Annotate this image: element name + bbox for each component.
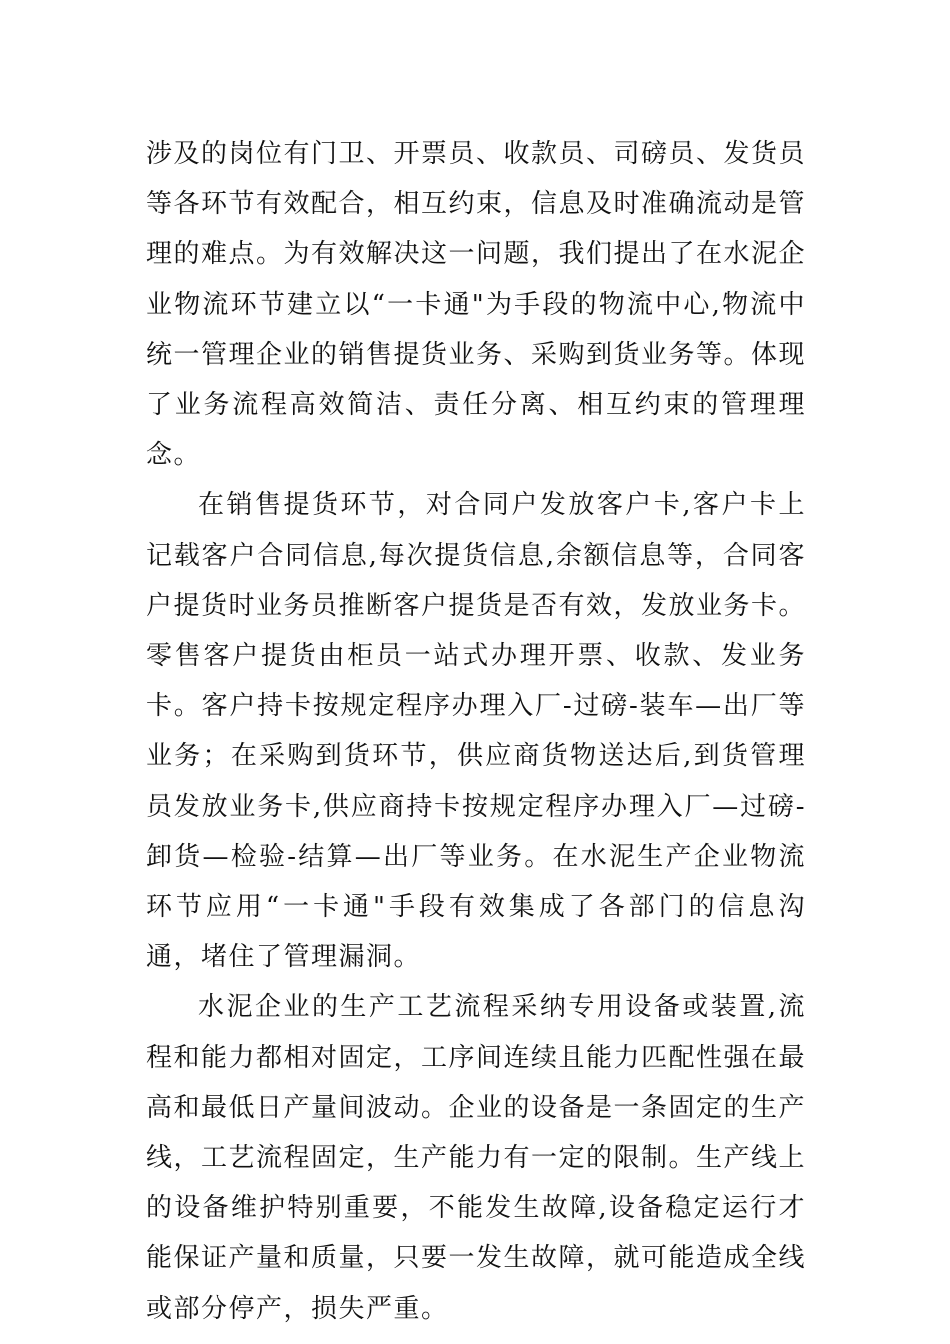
paragraph-sales-delivery: 在销售提货环节，对合同户发放客户卡,客户卡上记载客户合同信息,每次提货信息,余额信息等，合同客户提货时业务员推断客户提货是否有效，发放业务卡。零售客户提货由柜员一站式办理开票、收款、发业务卡。客户持卡按规定程序办理入厂-过磅-装车—出厂等业务；在采购到货环节，供应商货物送达后,到货管理员发放业务卡,供应商持卡按规定程序办理入厂—过磅-卸货—检验-结算—出厂等业务。在水泥生产企业物流环节应用“一卡通"手段有效集成了各部门的信息沟通，堵住了管理漏洞。 (146, 490, 807, 973)
paragraph-production-process: 水泥企业的生产工艺流程采纳专用设备或装置,流程和能力都相对固定，工序间连续且能力匹配性强在最高和最低日产量间波动。企业的设备是一条固定的生产线，工艺流程固定，生产能力有一定的限制。生产线上的设备维护特别重要，不能发生故障,设备稳定运行才能保证产量和质量，只要一发生故障，就可能造成全线或部分停产，损失严重。 (146, 992, 807, 1324)
document-page (146, 129, 806, 1334)
paragraph-continuation: 涉及的岗位有门卫、开票员、收款员、司磅员、发货员等各环节有效配合，相互约束，信息及时准确流动是管理的难点。为有效解决这一问题，我们提出了在水泥企业物流环节建立以“一卡通"为手段的物流中心,物流中统一管理企业的销售提货业务、采购到货业务等。体现了业务流程高效简洁、责任分离、相互约束的管理理念。 (146, 139, 807, 471)
